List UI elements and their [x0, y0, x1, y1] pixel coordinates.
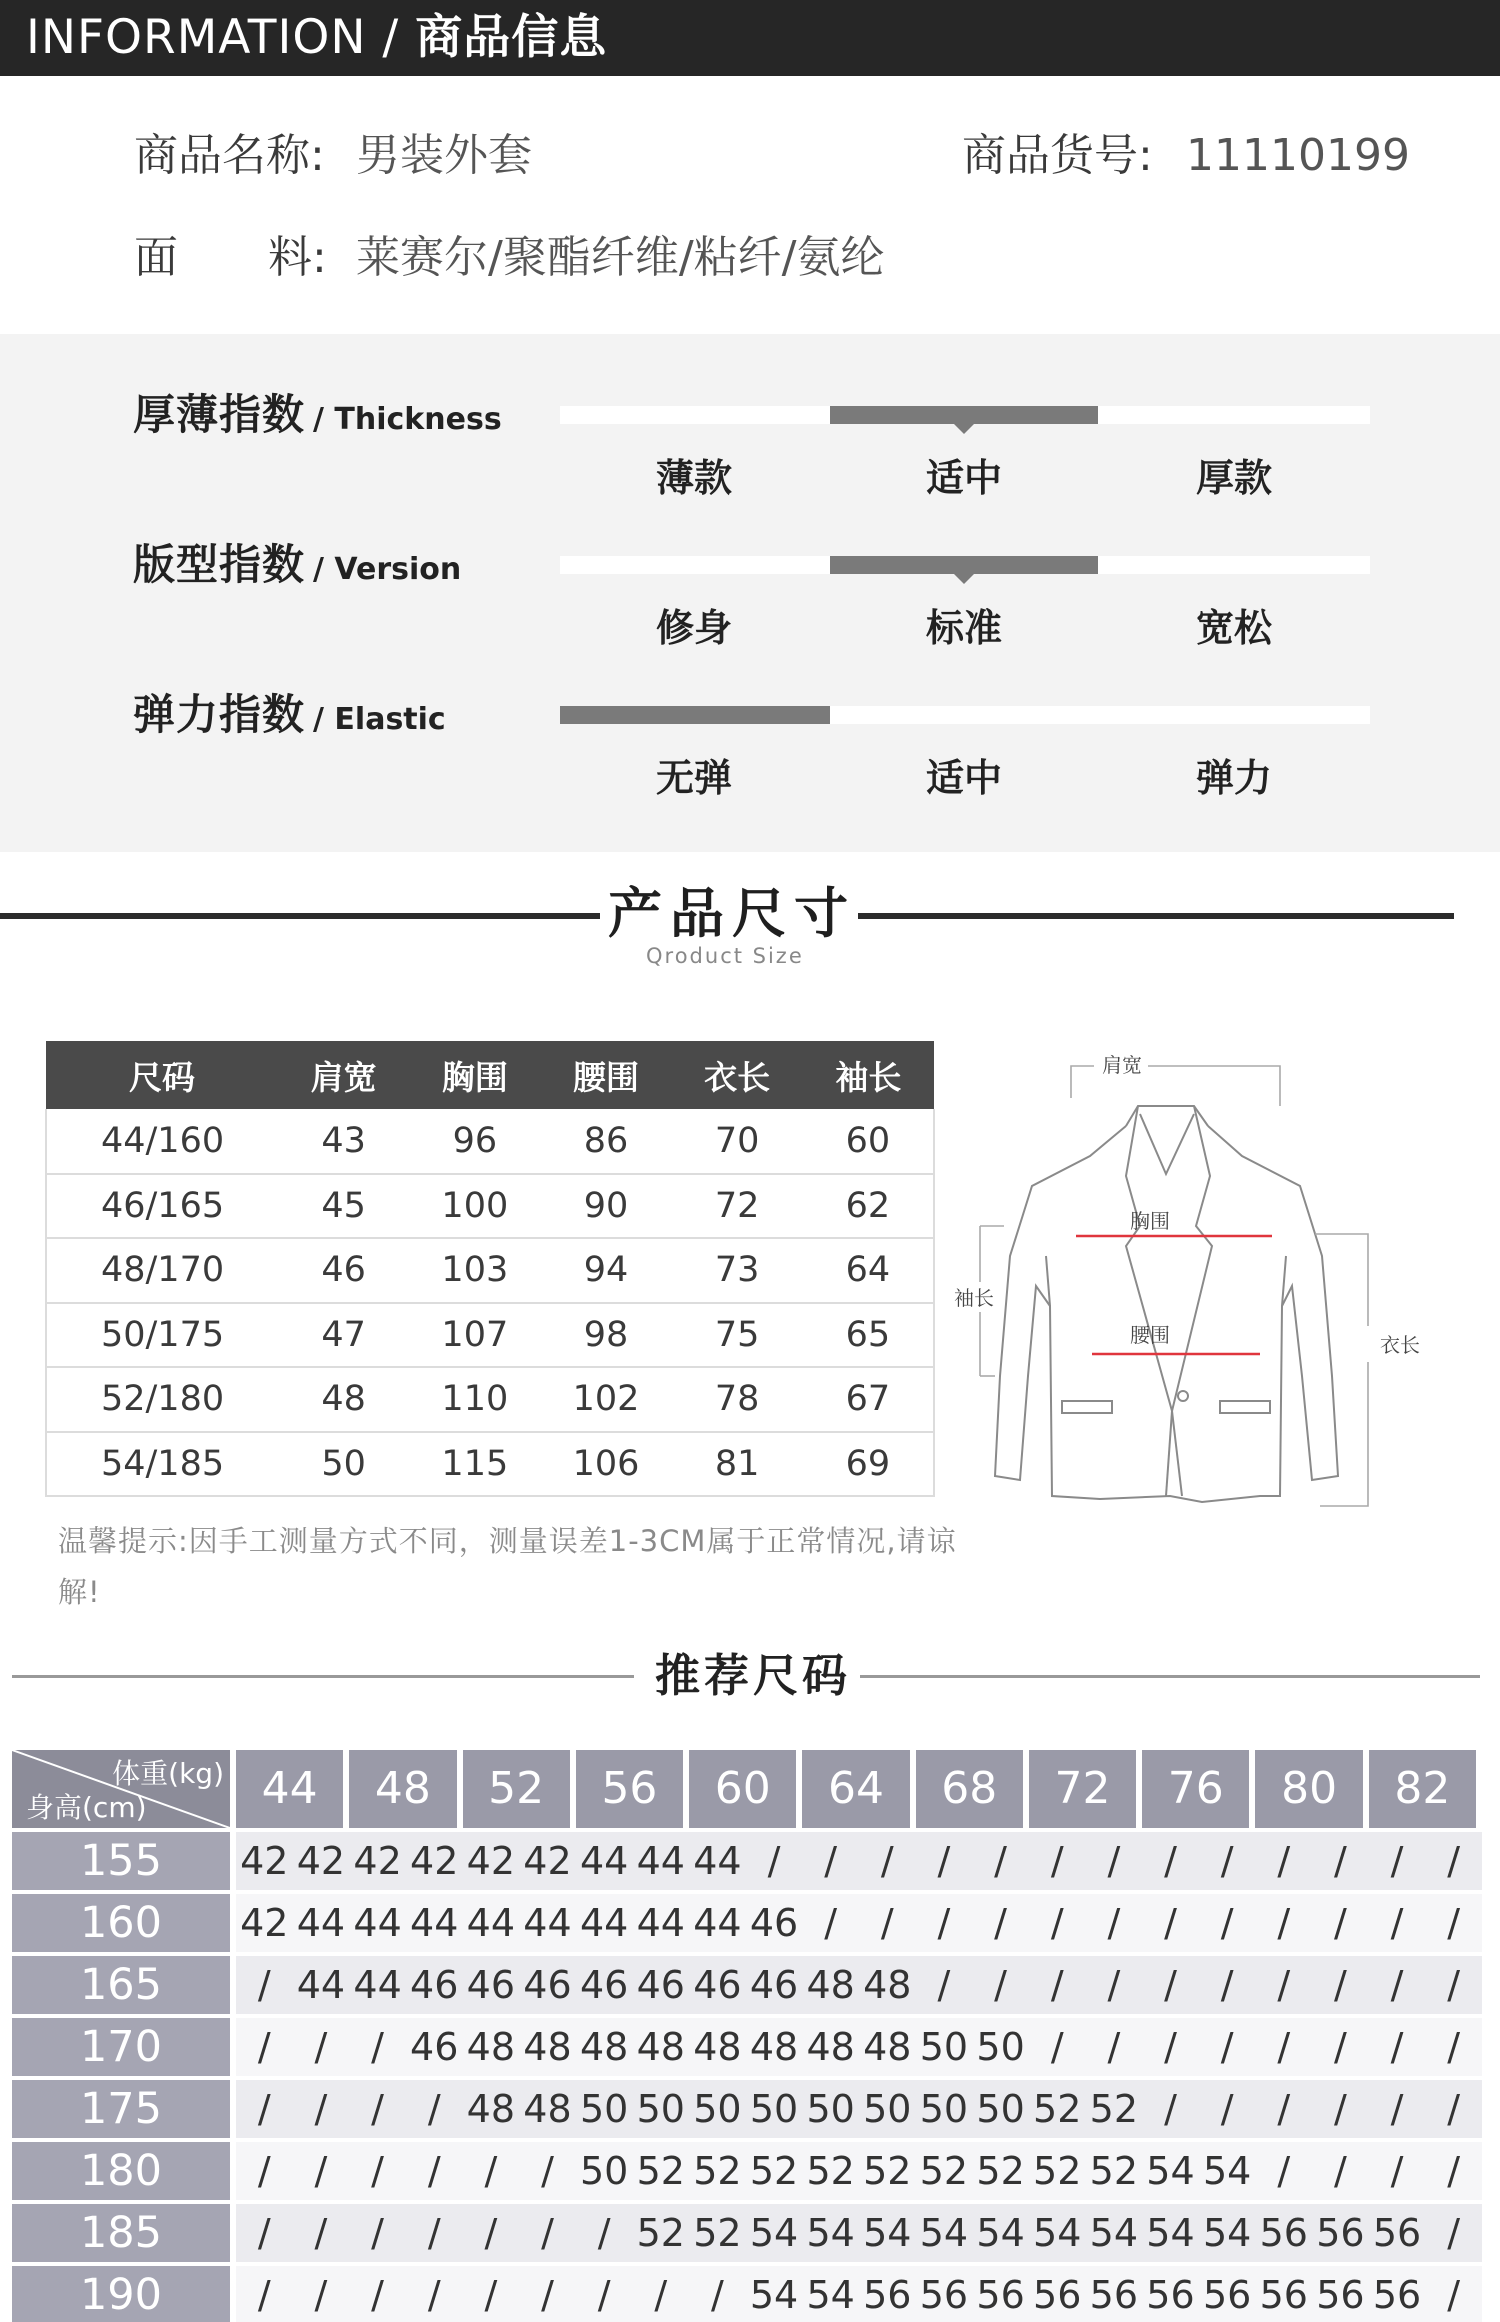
- size-recommend-cell: 56: [1259, 2211, 1308, 2255]
- size-cell: 102: [540, 1367, 671, 1432]
- size-recommend-cell: 56: [919, 2273, 969, 2317]
- recommend-title: 推荐尺码: [655, 1649, 852, 1702]
- recommend-corner: [12, 1750, 230, 1828]
- index-section: [0, 334, 1500, 852]
- weight-header: 82: [1369, 1750, 1476, 1828]
- table-row: [46, 1109, 934, 1174]
- elastic-option: 适中: [925, 756, 1002, 800]
- size-recommend-cell: /: [1390, 1963, 1404, 2007]
- size-recommend-cell: 46: [466, 1963, 516, 2007]
- size-recommend-cell: 50: [919, 2025, 969, 2069]
- size-recommend-cell: 54: [1033, 2211, 1082, 2255]
- size-recommend-cell: /: [937, 1963, 951, 2007]
- size-recommend-cell: /: [1050, 1839, 1064, 1883]
- size-recommend-cell: /: [1107, 1839, 1121, 1883]
- size-recommend-cell: 48: [806, 2025, 855, 2069]
- size-recommend-cell: 54: [806, 2273, 855, 2317]
- size-recommend-cell: /: [1333, 1963, 1347, 2007]
- size-recommend-cell: 42: [240, 1901, 289, 1945]
- size-recommend-cell: /: [1107, 2025, 1121, 2069]
- size-recommend-cell: 56: [1316, 2273, 1365, 2317]
- size-recommend-cell: /: [541, 2149, 554, 2193]
- size-recommend-cell: /: [880, 1839, 894, 1883]
- size-cell: 46: [278, 1238, 409, 1303]
- size-recommend-cell: 42: [240, 1839, 289, 1883]
- elastic-title: 弹力指数 / Elastic: [133, 690, 446, 739]
- table-row: [46, 1367, 934, 1432]
- size-recommend-cell: 50: [693, 2087, 742, 2131]
- size-recommend-cell: 54: [749, 2211, 799, 2255]
- recommend-grid: [12, 1750, 1482, 2320]
- size-recommend-cell: /: [1107, 1901, 1121, 1945]
- size-recommend-cell: 42: [410, 1839, 459, 1883]
- size-recommend-cell: 50: [749, 2087, 799, 2131]
- size-header-cell: 尺码: [46, 1041, 278, 1109]
- size-recommend-cell: /: [1277, 1839, 1291, 1883]
- size-cell: 106: [540, 1432, 671, 1497]
- size-recommend-cell: /: [710, 2273, 724, 2317]
- product-name-value: 男装外套: [356, 130, 532, 181]
- size-recommend-cell: 46: [579, 1963, 629, 2007]
- size-cell: 96: [409, 1109, 540, 1174]
- size-recommend-cell: /: [1050, 2025, 1064, 2069]
- size-recommend-cell: /: [1390, 2149, 1404, 2193]
- size-cell: 78: [672, 1367, 803, 1432]
- size-cell: 50/175: [46, 1303, 278, 1368]
- size-recommend-cell: 44: [693, 1839, 742, 1883]
- weight-header: 68: [916, 1750, 1023, 1828]
- height-header: 180: [12, 2142, 230, 2200]
- size-recommend-cell: 50: [636, 2087, 685, 2131]
- size-recommend-cell: 54: [1146, 2149, 1195, 2193]
- size-recommend-cell: 54: [1202, 2211, 1252, 2255]
- section-divider-left: [0, 913, 600, 919]
- size-recommend-cell: 56: [976, 2273, 1025, 2317]
- thickness-option: 适中: [925, 456, 1002, 500]
- size-recommend-cell: 48: [579, 2025, 629, 2069]
- size-recommend-cell: /: [257, 2273, 271, 2317]
- size-recommend-cell: /: [371, 2025, 384, 2069]
- product-size-title: 产品尺寸: [608, 882, 856, 945]
- table-row: [46, 1174, 934, 1239]
- product-sku-value: 11110199: [1186, 130, 1410, 181]
- size-recommend-cell: /: [1050, 1901, 1064, 1945]
- size-recommend-cell: /: [1333, 2149, 1347, 2193]
- size-recommend-cell: 46: [749, 1963, 799, 2007]
- chest-label: 胸围: [1130, 1209, 1170, 1233]
- size-recommend-cell: /: [1390, 1839, 1404, 1883]
- table-row: [46, 1432, 934, 1497]
- size-recommend-cell: /: [1220, 1963, 1234, 2007]
- size-recommend-cell: /: [484, 2149, 498, 2193]
- size-cell: 98: [540, 1303, 671, 1368]
- size-recommend-cell: 52: [636, 2149, 685, 2193]
- size-recommend-cell: /: [257, 2211, 271, 2255]
- table-row: [46, 1238, 934, 1303]
- thickness-option: 薄款: [655, 456, 732, 500]
- elastic-option: 无弹: [655, 756, 732, 800]
- size-recommend-cell: /: [1447, 1839, 1461, 1883]
- size-recommend-cell: /: [314, 2087, 328, 2131]
- size-cell: 115: [409, 1432, 540, 1497]
- size-recommend-cell: 42: [466, 1839, 516, 1883]
- size-cell: 64: [803, 1238, 934, 1303]
- weight-header: 76: [1142, 1750, 1249, 1828]
- weight-header: 48: [349, 1750, 456, 1828]
- size-recommend-cell: /: [1277, 1901, 1291, 1945]
- size-recommend-cell: 52: [693, 2211, 742, 2255]
- size-cell: 48/170: [46, 1238, 278, 1303]
- size-recommend-cell: 48: [636, 2025, 685, 2069]
- size-cell: 69: [803, 1432, 934, 1497]
- product-size-subtitle: Qroduct Size: [646, 944, 804, 968]
- size-header-cell: 腰围: [540, 1041, 671, 1109]
- size-recommend-cell: 52: [806, 2149, 855, 2193]
- size-recommend-cell: /: [1277, 2087, 1291, 2131]
- size-recommend-cell: /: [1277, 2025, 1291, 2069]
- size-cell: 43: [278, 1109, 409, 1174]
- size-recommend-cell: 54: [863, 2211, 912, 2255]
- size-recommend-cell: 56: [1372, 2273, 1422, 2317]
- version-marker: [830, 556, 1098, 574]
- product-name-label: 商品名称:: [134, 130, 325, 181]
- product-sku-label: 商品货号:: [962, 130, 1153, 181]
- size-recommend-cell: 46: [693, 1963, 742, 2007]
- size-header-cell: 袖长: [803, 1041, 934, 1109]
- size-recommend-cell: 56: [1202, 2273, 1252, 2317]
- size-recommend-cell: 48: [806, 1963, 855, 2007]
- fabric-label-2: 料:: [268, 232, 327, 283]
- size-recommend-cell: 48: [523, 2025, 572, 2069]
- size-recommend-cell: /: [1277, 1963, 1291, 2007]
- size-recommend-cell: 50: [976, 2087, 1025, 2131]
- size-table-header: [46, 1041, 934, 1109]
- size-recommend-cell: 56: [863, 2273, 912, 2317]
- product-info: [0, 76, 1500, 334]
- size-cell: 72: [672, 1174, 803, 1239]
- thickness-option: 厚款: [1195, 456, 1272, 500]
- size-recommend-cell: /: [880, 1901, 894, 1945]
- size-recommend-cell: 54: [806, 2211, 855, 2255]
- size-recommend-cell: /: [314, 2211, 328, 2255]
- size-cell: 73: [672, 1238, 803, 1303]
- weight-header: 52: [463, 1750, 570, 1828]
- size-cell: 103: [409, 1238, 540, 1303]
- size-recommend-cell: 54: [749, 2273, 799, 2317]
- size-recommend-cell: /: [824, 1839, 838, 1883]
- size-recommend-cell: /: [1050, 1963, 1064, 2007]
- version-option: 宽松: [1195, 606, 1272, 650]
- size-recommend-cell: /: [1390, 2025, 1404, 2069]
- size-recommend-cell: /: [994, 1963, 1007, 2007]
- size-recommend-cell: /: [314, 2025, 328, 2069]
- size-recommend-cell: 44: [353, 1901, 402, 1945]
- size-cell: 65: [803, 1303, 934, 1368]
- size-cell: 110: [409, 1367, 540, 1432]
- size-recommend-cell: 50: [976, 2025, 1025, 2069]
- measurement-note: 温馨提示:因手工测量方式不同，测量误差1-3CM属于正常情况,请谅解!: [58, 1524, 957, 1609]
- size-recommend-cell: /: [1447, 1963, 1461, 2007]
- size-cell: 52/180: [46, 1367, 278, 1432]
- size-recommend-cell: 48: [523, 2087, 572, 2131]
- header-title: INFORMATION / 商品信息: [26, 10, 608, 65]
- weight-header: 80: [1255, 1750, 1362, 1828]
- size-recommend-cell: 54: [1202, 2149, 1252, 2193]
- size-recommend-cell: 50: [806, 2087, 855, 2131]
- size-recommend-cell: /: [1220, 1901, 1234, 1945]
- size-recommend-cell: 48: [863, 2025, 912, 2069]
- size-recommend-cell: /: [427, 2273, 441, 2317]
- size-recommend-cell: 54: [1146, 2211, 1195, 2255]
- size-recommend-cell: 48: [863, 1963, 912, 2007]
- size-recommend-cell: 56: [1372, 2211, 1422, 2255]
- size-cell: 107: [409, 1303, 540, 1368]
- size-recommend-cell: /: [257, 1963, 271, 2007]
- size-recommend-cell: /: [484, 2211, 498, 2255]
- size-recommend-cell: 44: [466, 1901, 516, 1945]
- size-recommend-cell: 44: [579, 1901, 629, 1945]
- size-cell: 86: [540, 1109, 671, 1174]
- size-recommend-cell: /: [427, 2149, 441, 2193]
- size-recommend-cell: 42: [353, 1839, 402, 1883]
- size-recommend-cell: 48: [749, 2025, 799, 2069]
- size-header-cell: 衣长: [672, 1041, 803, 1109]
- weight-header: 56: [576, 1750, 683, 1828]
- size-recommend-cell: 46: [749, 1901, 799, 1945]
- size-recommend-cell: /: [484, 2273, 498, 2317]
- corner-weight-label: 体重(kg): [112, 1757, 224, 1790]
- size-recommend-cell: /: [1333, 1839, 1347, 1883]
- size-recommend-cell: /: [371, 2273, 384, 2317]
- section-divider-right: [858, 913, 1454, 919]
- size-recommend-cell: 42: [523, 1839, 572, 1883]
- size-recommend-cell: /: [314, 2149, 328, 2193]
- version-title: 版型指数 / Version: [133, 540, 462, 589]
- size-cell: 94: [540, 1238, 671, 1303]
- size-cell: 44/160: [46, 1109, 278, 1174]
- size-recommend-cell: 54: [1089, 2211, 1139, 2255]
- height-header: 185: [12, 2204, 230, 2262]
- weight-header: 60: [689, 1750, 796, 1828]
- fabric-value: 莱赛尔/聚酯纤维/粘纤/氨纶: [356, 232, 885, 283]
- size-recommend-cell: /: [1164, 2087, 1177, 2131]
- size-recommend-cell: 44: [353, 1963, 402, 2007]
- version-pointer: [954, 574, 974, 584]
- size-recommend-cell: 56: [1259, 2273, 1308, 2317]
- size-recommend-cell: 48: [466, 2087, 516, 2131]
- recommend-divider-right: [860, 1675, 1480, 1678]
- size-recommend-cell: /: [1390, 1901, 1404, 1945]
- size-recommend-cell: /: [1164, 2025, 1177, 2069]
- size-recommend-cell: 44: [636, 1901, 685, 1945]
- size-recommend-cell: /: [1447, 2149, 1461, 2193]
- height-header: 190: [12, 2266, 230, 2322]
- size-recommend-cell: 44: [296, 1963, 346, 2007]
- height-header: 170: [12, 2018, 230, 2076]
- size-recommend-cell: 56: [1146, 2273, 1195, 2317]
- size-cell: 54/185: [46, 1432, 278, 1497]
- size-recommend-cell: 48: [466, 2025, 516, 2069]
- shoulder-label: 肩宽: [1102, 1053, 1142, 1077]
- sleeve-label: 袖长: [954, 1286, 994, 1310]
- size-recommend-cell: /: [1107, 1963, 1121, 2007]
- size-recommend-cell: /: [541, 2211, 554, 2255]
- size-recommend-cell: /: [597, 2211, 611, 2255]
- waist-label: 腰围: [1130, 1323, 1170, 1347]
- corner-height-label: 身高(cm): [26, 1791, 147, 1824]
- weight-header: 72: [1029, 1750, 1136, 1828]
- size-recommend-cell: 46: [410, 1963, 459, 2007]
- size-recommend-cell: 52: [863, 2149, 912, 2193]
- table-row: [46, 1303, 934, 1368]
- size-recommend-cell: /: [994, 1901, 1007, 1945]
- size-recommend-cell: /: [371, 2211, 384, 2255]
- size-recommend-cell: 46: [636, 1963, 685, 2007]
- size-recommend-cell: /: [1447, 2087, 1461, 2131]
- size-recommend-cell: 52: [919, 2149, 969, 2193]
- size-recommend-cell: 52: [636, 2211, 685, 2255]
- size-recommend-cell: 56: [1089, 2273, 1139, 2317]
- size-cell: 47: [278, 1303, 409, 1368]
- size-recommend-cell: 54: [919, 2211, 969, 2255]
- header-bar: [0, 0, 1500, 76]
- recommend-divider-left: [12, 1675, 634, 1678]
- weight-header: 64: [802, 1750, 909, 1828]
- size-recommend-cell: /: [1277, 2149, 1291, 2193]
- size-recommend-cell: /: [1447, 1901, 1461, 1945]
- size-recommend-cell: 54: [976, 2211, 1025, 2255]
- size-recommend-cell: /: [1333, 2025, 1347, 2069]
- fabric-label-1: 面: [134, 232, 178, 283]
- height-header: 175: [12, 2080, 230, 2138]
- size-recommend-cell: 46: [523, 1963, 572, 2007]
- height-header: 155: [12, 1832, 230, 1890]
- size-header-cell: 胸围: [409, 1041, 540, 1109]
- size-recommend-cell: /: [824, 1901, 838, 1945]
- size-cell: 50: [278, 1432, 409, 1497]
- size-recommend-cell: /: [427, 2211, 441, 2255]
- size-cell: 60: [803, 1109, 934, 1174]
- size-recommend-cell: 44: [579, 1839, 629, 1883]
- size-cell: 70: [672, 1109, 803, 1174]
- size-recommend-cell: /: [1164, 1901, 1177, 1945]
- size-recommend-cell: /: [1447, 2211, 1461, 2255]
- size-recommend-cell: /: [1220, 2025, 1234, 2069]
- jacket-outline: [995, 1106, 1338, 1502]
- thickness-marker: [830, 406, 1098, 424]
- size-cell: 45: [278, 1174, 409, 1239]
- thickness-title: 厚薄指数 / Thickness: [133, 390, 502, 439]
- measurement-guides: [980, 1066, 1368, 1506]
- size-cell: 48: [278, 1367, 409, 1432]
- size-recommend-cell: 42: [296, 1839, 346, 1883]
- size-recommend-cell: 44: [693, 1901, 742, 1945]
- size-recommend-cell: 50: [579, 2087, 629, 2131]
- size-recommend-cell: /: [1447, 2025, 1461, 2069]
- size-recommend-cell: 48: [693, 2025, 742, 2069]
- size-cell: 90: [540, 1174, 671, 1239]
- size-recommend-cell: 50: [919, 2087, 969, 2131]
- size-recommend-cell: 56: [1033, 2273, 1082, 2317]
- size-cell: 67: [803, 1367, 934, 1432]
- size-recommend-cell: 44: [296, 1901, 346, 1945]
- size-recommend-cell: /: [427, 2087, 441, 2131]
- size-recommend-cell: /: [1333, 2087, 1347, 2131]
- size-recommend-cell: /: [1220, 2087, 1234, 2131]
- size-cell: 81: [672, 1432, 803, 1497]
- size-recommend-cell: /: [257, 2025, 271, 2069]
- size-recommend-cell: 52: [1089, 2087, 1139, 2131]
- size-recommend-cell: 44: [410, 1901, 459, 1945]
- size-recommend-cell: /: [597, 2273, 611, 2317]
- size-recommend-cell: /: [937, 1839, 951, 1883]
- size-recommend-cell: /: [767, 1839, 781, 1883]
- size-recommend-cell: /: [371, 2149, 384, 2193]
- elastic-option: 弹力: [1195, 756, 1272, 800]
- version-option: 标准: [925, 606, 1002, 650]
- height-header: 165: [12, 1956, 230, 2014]
- size-recommend-cell: 46: [410, 2025, 459, 2069]
- size-recommend-cell: 44: [636, 1839, 685, 1883]
- weight-header: 44: [236, 1750, 343, 1828]
- size-recommend-cell: 50: [579, 2149, 629, 2193]
- size-recommend-cell: 52: [1033, 2149, 1082, 2193]
- size-recommend-cell: 44: [523, 1901, 572, 1945]
- size-recommend-cell: /: [1333, 1901, 1347, 1945]
- size-recommend-cell: /: [654, 2273, 668, 2317]
- size-recommend-cell: /: [1220, 1839, 1234, 1883]
- size-cell: 75: [672, 1303, 803, 1368]
- size-cell: 46/165: [46, 1174, 278, 1239]
- size-header-cell: 肩宽: [278, 1041, 409, 1109]
- elastic-marker: [560, 706, 830, 724]
- thickness-pointer: [954, 424, 974, 434]
- size-cell: 62: [803, 1174, 934, 1239]
- size-recommend-cell: /: [371, 2087, 384, 2131]
- size-recommend-cell: /: [541, 2273, 554, 2317]
- size-cell: 100: [409, 1174, 540, 1239]
- size-table: [45, 1041, 935, 1497]
- size-recommend-cell: /: [1164, 1963, 1177, 2007]
- size-recommend-cell: /: [1390, 2087, 1404, 2131]
- size-recommend-cell: /: [937, 1901, 951, 1945]
- size-recommend-cell: 56: [1316, 2211, 1365, 2255]
- size-recommend-cell: 52: [1033, 2087, 1082, 2131]
- size-recommend-cell: /: [314, 2273, 328, 2317]
- size-recommend-cell: 50: [863, 2087, 912, 2131]
- button-icon: [1178, 1391, 1188, 1401]
- size-recommend-cell: /: [994, 1839, 1007, 1883]
- size-recommend-cell: /: [257, 2149, 271, 2193]
- size-recommend-cell: /: [1164, 1839, 1177, 1883]
- version-option: 修身: [655, 606, 732, 650]
- size-recommend-cell: 52: [749, 2149, 799, 2193]
- size-recommend-cell: 52: [1089, 2149, 1139, 2193]
- length-label: 衣长: [1380, 1333, 1420, 1357]
- jacket-diagram: [940, 996, 1420, 1516]
- height-header: 160: [12, 1894, 230, 1952]
- size-recommend-cell: 52: [693, 2149, 742, 2193]
- size-recommend-cell: /: [257, 2087, 271, 2131]
- size-recommend-cell: 52: [976, 2149, 1025, 2193]
- size-recommend-cell: /: [1447, 2273, 1461, 2317]
